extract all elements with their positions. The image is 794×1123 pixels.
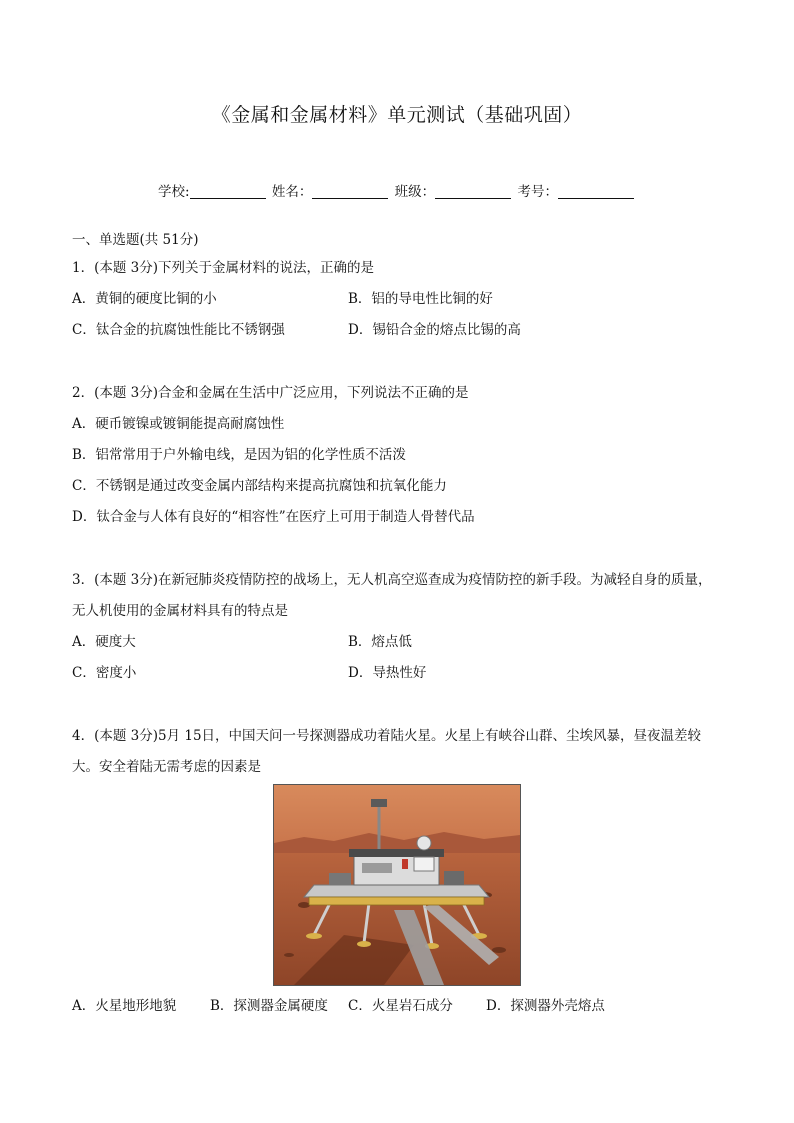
q2-option-d: D．钛合金与人体有良好的“相容性”在医疗上可用于制造人骨替代品 [72,509,475,525]
q2-option-c: C．不锈钢是通过改变金属内部结构来提高抗腐蚀和抗氧化能力 [72,478,447,494]
q2-option-a: A．硬币镀镍或镀铜能提高耐腐蚀性 [72,416,285,432]
class-blank[interactable] [435,184,511,199]
q3-stem-line1: 3．(本题 3分)在新冠肺炎疫情防控的战场上，无人机高空巡查成为疫情防控的新手段。为减轻自身的质量， [72,572,712,588]
q4-option-a: A．火星地形地貌 [72,998,177,1014]
name-label: 姓名： [271,184,313,200]
number-label: 考号： [517,184,558,200]
mars-lander-illustration [274,785,520,985]
q2-stem: 2．(本题 3分)合金和金属在生活中广泛应用，下列说法不正确的是 [72,385,469,401]
student-info-row [0,180,794,200]
class-label: 班级： [394,184,436,200]
school-label: 学校: [158,184,190,200]
q4-option-b: B．探测器金属硬度 [210,998,328,1014]
q1-stem: 1．(本题 3分)下列关于金属材料的说法，正确的是 [72,260,375,276]
q1-option-c: C．钛合金的抗腐蚀性能比不锈钢强 [72,322,285,338]
q4-option-d: D．探测器外壳熔点 [486,998,605,1014]
q4-stem-line1: 4．(本题 3分)5月 15日，中国天问一号探测器成功着陆火星。火星上有峡谷山群、尘埃风暴，昼夜温差较 [72,728,702,744]
q3-option-b: B．熔点低 [348,634,412,650]
q4-option-c: C．火星岩石成分 [348,998,453,1014]
q4-stem-line2: 大。安全着陆无需考虑的因素是 [72,759,261,775]
q3-option-c: C．密度小 [72,665,137,681]
q1-option-d: D．锡铅合金的熔点比锡的高 [348,322,521,338]
name-blank[interactable] [312,184,388,199]
q3-option-a: A．硬度大 [72,634,136,650]
q1-option-a: A．黄铜的硬度比铜的小 [72,291,217,307]
page-title: 《金属和金属材料》单元测试（基础巩固） [211,104,583,126]
number-blank[interactable] [558,184,634,199]
school-blank[interactable] [190,184,266,199]
mars-rover-image [273,784,521,986]
q3-option-d: D．导热性好 [348,665,427,681]
q3-stem-line2: 无人机使用的金属材料具有的特点是 [72,603,288,619]
q1-option-b: B．铝的导电性比铜的好 [348,291,493,307]
section-heading: 一、单选题(共 51分) [72,232,199,248]
q2-option-b: B．铝常常用于户外输电线，是因为铝的化学性质不活泼 [72,447,406,463]
